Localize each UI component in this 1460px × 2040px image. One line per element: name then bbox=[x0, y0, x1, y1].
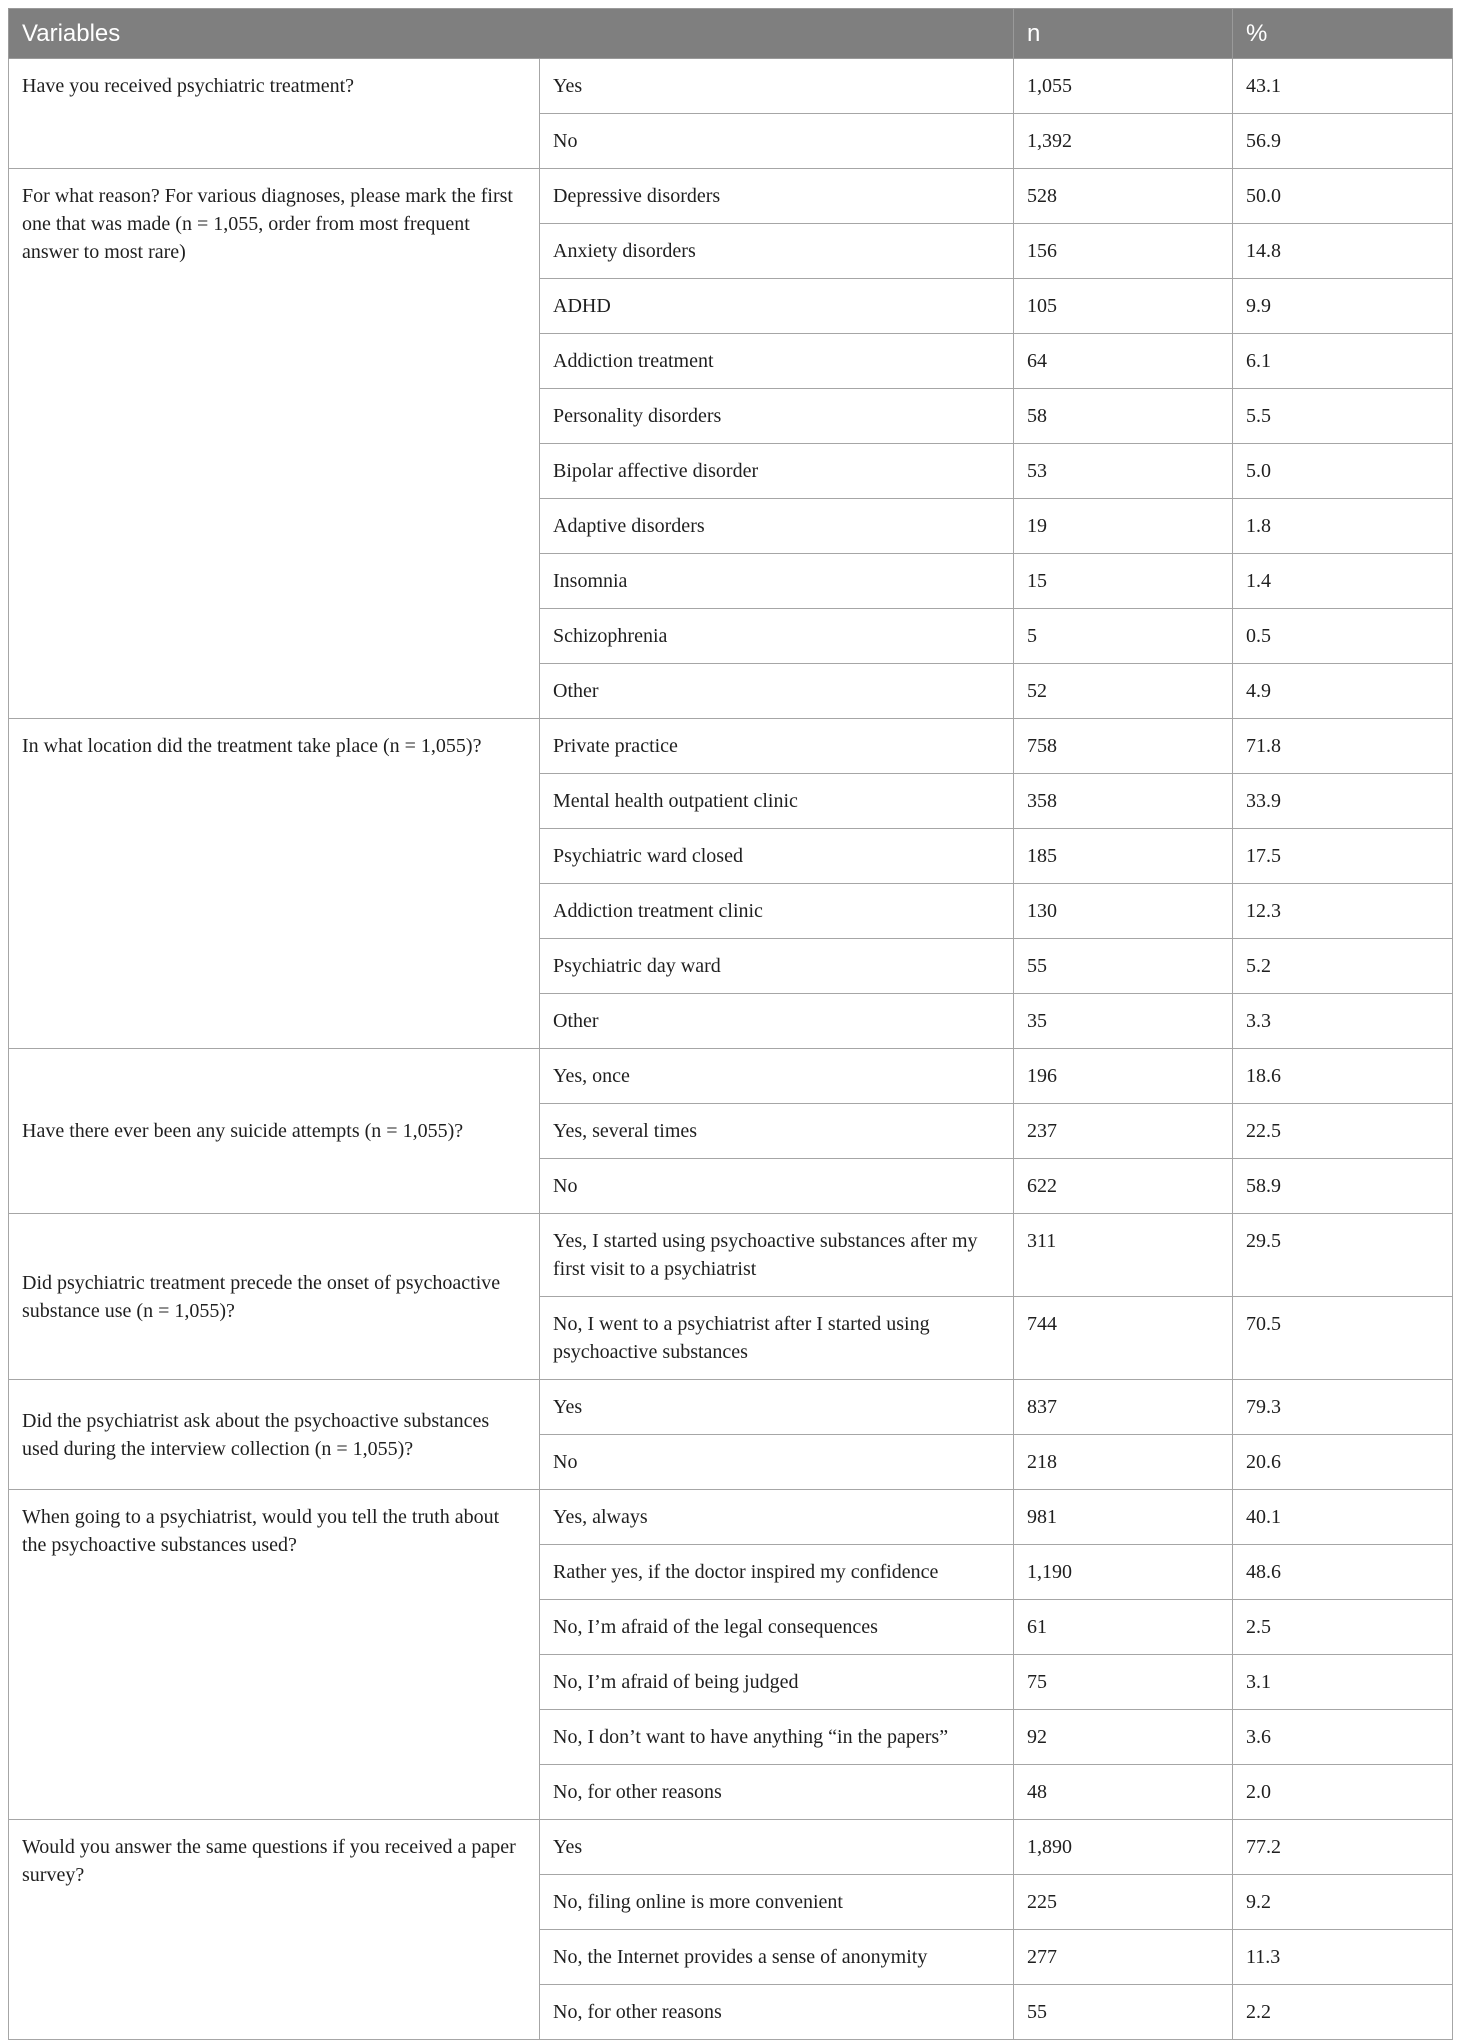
question-cell: Have you received psychiatric treatment? bbox=[9, 59, 540, 169]
percent-cell: 9.2 bbox=[1233, 1875, 1453, 1930]
percent-cell: 40.1 bbox=[1233, 1490, 1453, 1545]
count-cell: 225 bbox=[1014, 1875, 1233, 1930]
answer-cell: Bipolar affective disorder bbox=[540, 444, 1014, 499]
count-cell: 35 bbox=[1014, 994, 1233, 1049]
percent-cell: 79.3 bbox=[1233, 1380, 1453, 1435]
answer-cell: Private practice bbox=[540, 719, 1014, 774]
answer-cell: Yes, several times bbox=[540, 1104, 1014, 1159]
count-cell: 92 bbox=[1014, 1710, 1233, 1765]
table-row bbox=[9, 719, 1453, 774]
count-cell: 15 bbox=[1014, 554, 1233, 609]
answer-cell: Other bbox=[540, 994, 1014, 1049]
answer-cell: No, for other reasons bbox=[540, 1985, 1014, 2040]
percent-cell: 5.5 bbox=[1233, 389, 1453, 444]
percent-cell: 6.1 bbox=[1233, 334, 1453, 389]
table-row bbox=[9, 1820, 1453, 1875]
header-n: n bbox=[1014, 9, 1233, 59]
percent-cell: 4.9 bbox=[1233, 664, 1453, 719]
answer-cell: No bbox=[540, 114, 1014, 169]
percent-cell: 1.4 bbox=[1233, 554, 1453, 609]
question-cell: When going to a psychiatrist, would you tell the truth about the psychoactive substances used? bbox=[9, 1490, 540, 1820]
percent-cell: 14.8 bbox=[1233, 224, 1453, 279]
answer-cell: Yes, once bbox=[540, 1049, 1014, 1104]
answer-cell: Addiction treatment bbox=[540, 334, 1014, 389]
answer-cell: No, I’m afraid of being judged bbox=[540, 1655, 1014, 1710]
percent-cell: 0.5 bbox=[1233, 609, 1453, 664]
answer-cell: No, the Internet provides a sense of anonymity bbox=[540, 1930, 1014, 1985]
count-cell: 5 bbox=[1014, 609, 1233, 664]
count-cell: 277 bbox=[1014, 1930, 1233, 1985]
answer-cell: No, I’m afraid of the legal consequences bbox=[540, 1600, 1014, 1655]
answer-cell: No bbox=[540, 1435, 1014, 1490]
count-cell: 196 bbox=[1014, 1049, 1233, 1104]
percent-cell: 11.3 bbox=[1233, 1930, 1453, 1985]
question-cell: For what reason? For various diagnoses, please mark the first one that was made (n = 1,055, order from most frequent answer to most rare) bbox=[9, 169, 540, 719]
answer-cell: Personality disorders bbox=[540, 389, 1014, 444]
answer-cell: No, I don’t want to have anything “in the papers” bbox=[540, 1710, 1014, 1765]
answer-cell: Yes bbox=[540, 1820, 1014, 1875]
survey-table bbox=[8, 8, 1453, 2040]
percent-cell: 20.6 bbox=[1233, 1435, 1453, 1490]
count-cell: 58 bbox=[1014, 389, 1233, 444]
answer-cell: No bbox=[540, 1159, 1014, 1214]
percent-cell: 71.8 bbox=[1233, 719, 1453, 774]
table-row bbox=[9, 1490, 1453, 1545]
percent-cell: 48.6 bbox=[1233, 1545, 1453, 1600]
answer-cell: Anxiety disorders bbox=[540, 224, 1014, 279]
percent-cell: 3.3 bbox=[1233, 994, 1453, 1049]
count-cell: 52 bbox=[1014, 664, 1233, 719]
table-row bbox=[9, 1049, 1453, 1104]
percent-cell: 18.6 bbox=[1233, 1049, 1453, 1104]
question-cell: Did the psychiatrist ask about the psychoactive substances used during the interview collection (n = 1,055)? bbox=[9, 1380, 540, 1490]
percent-cell: 2.0 bbox=[1233, 1765, 1453, 1820]
count-cell: 837 bbox=[1014, 1380, 1233, 1435]
count-cell: 311 bbox=[1014, 1214, 1233, 1297]
answer-cell: Psychiatric ward closed bbox=[540, 829, 1014, 884]
count-cell: 53 bbox=[1014, 444, 1233, 499]
count-cell: 105 bbox=[1014, 279, 1233, 334]
count-cell: 237 bbox=[1014, 1104, 1233, 1159]
answer-cell: Schizophrenia bbox=[540, 609, 1014, 664]
answer-cell: Addiction treatment clinic bbox=[540, 884, 1014, 939]
count-cell: 1,890 bbox=[1014, 1820, 1233, 1875]
percent-cell: 77.2 bbox=[1233, 1820, 1453, 1875]
percent-cell: 50.0 bbox=[1233, 169, 1453, 224]
count-cell: 64 bbox=[1014, 334, 1233, 389]
answer-cell: Yes bbox=[540, 1380, 1014, 1435]
question-cell: Would you answer the same questions if you received a paper survey? bbox=[9, 1820, 540, 2040]
table-container bbox=[8, 8, 1453, 2040]
header-percent: % bbox=[1233, 9, 1453, 59]
answer-cell: No, for other reasons bbox=[540, 1765, 1014, 1820]
count-cell: 55 bbox=[1014, 1985, 1233, 2040]
answer-cell: Other bbox=[540, 664, 1014, 719]
count-cell: 185 bbox=[1014, 829, 1233, 884]
answer-cell: Adaptive disorders bbox=[540, 499, 1014, 554]
percent-cell: 58.9 bbox=[1233, 1159, 1453, 1214]
percent-cell: 1.8 bbox=[1233, 499, 1453, 554]
count-cell: 1,055 bbox=[1014, 59, 1233, 114]
answer-cell: No, I went to a psychiatrist after I started using psychoactive substances bbox=[540, 1297, 1014, 1380]
table-row bbox=[9, 1214, 1453, 1297]
count-cell: 1,190 bbox=[1014, 1545, 1233, 1600]
answer-cell: Yes, I started using psychoactive substances after my first visit to a psychiatrist bbox=[540, 1214, 1014, 1297]
count-cell: 744 bbox=[1014, 1297, 1233, 1380]
count-cell: 218 bbox=[1014, 1435, 1233, 1490]
question-cell: In what location did the treatment take place (n = 1,055)? bbox=[9, 719, 540, 1049]
percent-cell: 2.2 bbox=[1233, 1985, 1453, 2040]
percent-cell: 43.1 bbox=[1233, 59, 1453, 114]
count-cell: 358 bbox=[1014, 774, 1233, 829]
percent-cell: 5.0 bbox=[1233, 444, 1453, 499]
answer-cell: Rather yes, if the doctor inspired my confidence bbox=[540, 1545, 1014, 1600]
header-row bbox=[9, 9, 1453, 59]
percent-cell: 12.3 bbox=[1233, 884, 1453, 939]
percent-cell: 33.9 bbox=[1233, 774, 1453, 829]
count-cell: 528 bbox=[1014, 169, 1233, 224]
percent-cell: 5.2 bbox=[1233, 939, 1453, 994]
answer-cell: Depressive disorders bbox=[540, 169, 1014, 224]
answer-cell: No, filing online is more convenient bbox=[540, 1875, 1014, 1930]
percent-cell: 3.1 bbox=[1233, 1655, 1453, 1710]
count-cell: 130 bbox=[1014, 884, 1233, 939]
question-cell: Did psychiatric treatment precede the onset of psychoactive substance use (n = 1,055)? bbox=[9, 1214, 540, 1380]
count-cell: 981 bbox=[1014, 1490, 1233, 1545]
percent-cell: 29.5 bbox=[1233, 1214, 1453, 1297]
answer-cell: ADHD bbox=[540, 279, 1014, 334]
percent-cell: 22.5 bbox=[1233, 1104, 1453, 1159]
percent-cell: 3.6 bbox=[1233, 1710, 1453, 1765]
answer-cell: Yes bbox=[540, 59, 1014, 114]
percent-cell: 2.5 bbox=[1233, 1600, 1453, 1655]
count-cell: 758 bbox=[1014, 719, 1233, 774]
count-cell: 61 bbox=[1014, 1600, 1233, 1655]
table-row bbox=[9, 1380, 1453, 1435]
table-row bbox=[9, 59, 1453, 114]
count-cell: 19 bbox=[1014, 499, 1233, 554]
answer-cell: Psychiatric day ward bbox=[540, 939, 1014, 994]
percent-cell: 17.5 bbox=[1233, 829, 1453, 884]
question-cell: Have there ever been any suicide attempts (n = 1,055)? bbox=[9, 1049, 540, 1214]
answer-cell: Mental health outpatient clinic bbox=[540, 774, 1014, 829]
count-cell: 622 bbox=[1014, 1159, 1233, 1214]
answer-cell: Yes, always bbox=[540, 1490, 1014, 1545]
count-cell: 48 bbox=[1014, 1765, 1233, 1820]
answer-cell: Insomnia bbox=[540, 554, 1014, 609]
percent-cell: 9.9 bbox=[1233, 279, 1453, 334]
table-row bbox=[9, 169, 1453, 224]
count-cell: 75 bbox=[1014, 1655, 1233, 1710]
percent-cell: 70.5 bbox=[1233, 1297, 1453, 1380]
count-cell: 55 bbox=[1014, 939, 1233, 994]
header-variables: Variables bbox=[9, 9, 1014, 59]
table-body bbox=[9, 59, 1453, 2040]
count-cell: 1,392 bbox=[1014, 114, 1233, 169]
percent-cell: 56.9 bbox=[1233, 114, 1453, 169]
count-cell: 156 bbox=[1014, 224, 1233, 279]
